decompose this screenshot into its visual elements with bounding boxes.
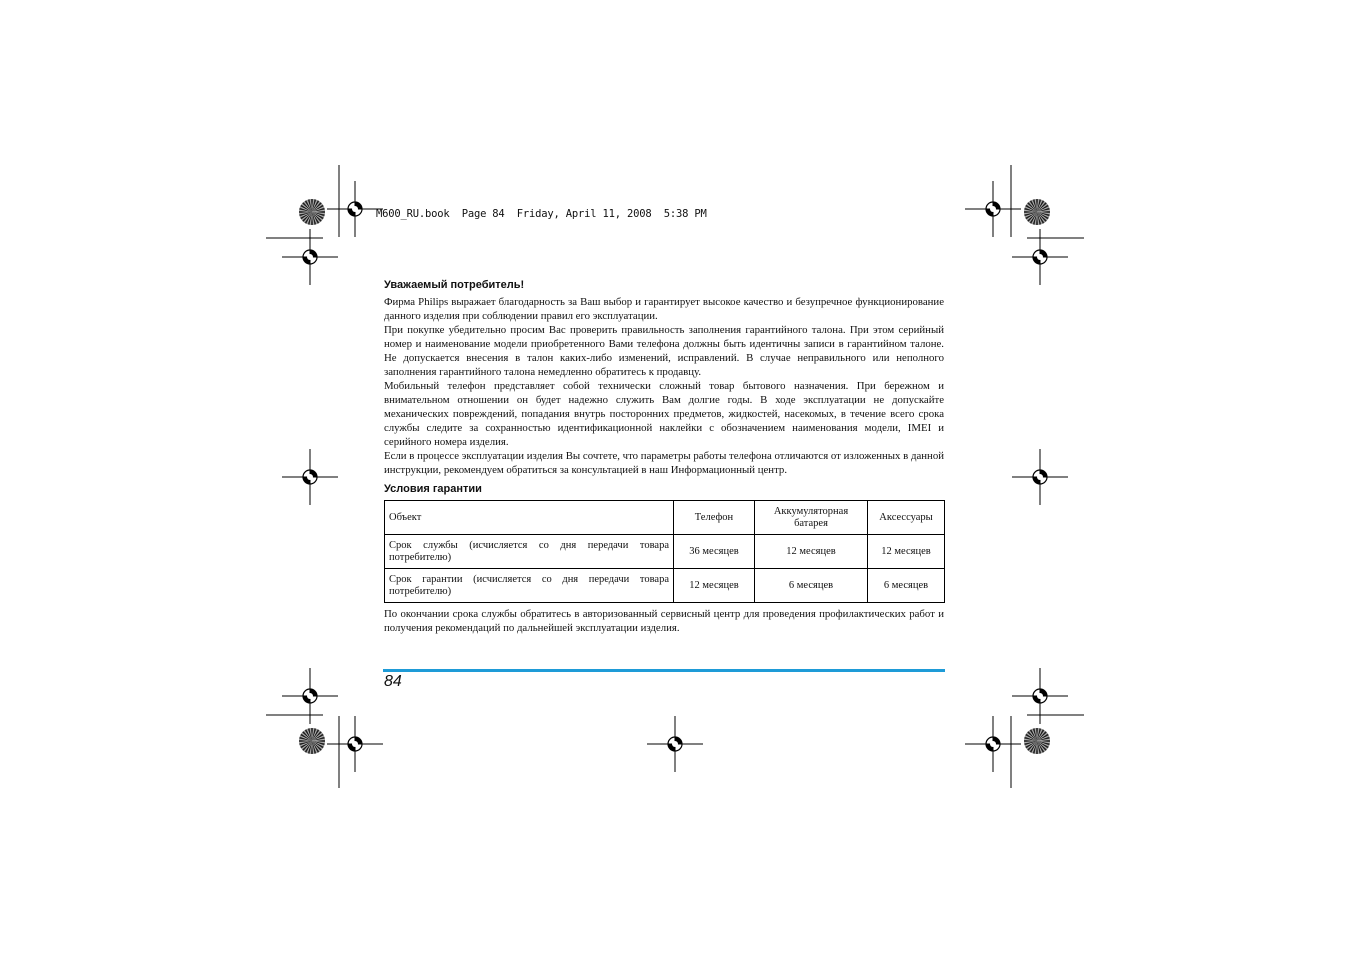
paragraph: Мобильный телефон представляет собой технически сложный товар бытового назначения. При бережном и внимательном отношении он будет надежно служить Вам долгие годы. В ходе эксплуатации не допускайте механических повреждений, попадания внутрь посторонних предметов, жидкостей, насекомых, в течение всего срока службы следите за сохранностью идентификационной наклейки с обозначением наименования модели, IMEI и серийного номера изделия.	[384, 380, 944, 448]
registration-mark-icon	[282, 668, 338, 724]
table-cell: 6 месяцев	[868, 569, 945, 603]
table-header-cell: Объект	[385, 501, 674, 535]
table-row	[385, 535, 945, 569]
table-cell: Срок гарантии (исчисляется со дня передачи товара потребителю)	[385, 569, 674, 603]
table-cell: 12 месяцев	[674, 569, 755, 603]
table-cell: 12 месяцев	[868, 535, 945, 569]
table-cell: 36 месяцев	[674, 535, 755, 569]
registration-mark-icon	[965, 716, 1021, 772]
registration-mark-icon	[282, 449, 338, 505]
registration-mark-icon	[1012, 449, 1068, 505]
table-cell: Срок службы (исчисляется со дня передачи товара потребителю)	[385, 535, 674, 569]
color-star-target-icon	[1024, 199, 1050, 225]
table-header-cell: Телефон	[674, 501, 755, 535]
footer-rule	[383, 669, 945, 672]
table-row	[385, 569, 945, 603]
warranty-table	[384, 500, 945, 603]
table-cell: 12 месяцев	[755, 535, 868, 569]
registration-mark-icon	[282, 229, 338, 285]
registration-mark-icon	[327, 716, 383, 772]
paragraph: Если в процессе эксплуатации изделия Вы сочтете, что параметры работы телефона отличаются от изложенных в данной инструкции, рекомендуем обратиться за консультацией в наш Информационный центр.	[384, 450, 944, 476]
page-content	[384, 278, 944, 635]
registration-mark-icon	[327, 181, 383, 237]
color-star-target-icon	[299, 199, 325, 225]
table-header-cell: Аккумуляторная батарея	[755, 501, 868, 535]
registration-mark-icon	[647, 716, 703, 772]
closing-paragraph: По окончании срока службы обратитесь в авторизованный сервисный центр для проведения профилактических работ и получения рекомендаций по дальнейшей эксплуатации изделия.	[384, 608, 944, 634]
registration-mark-icon	[965, 181, 1021, 237]
table-header-row	[385, 501, 945, 535]
table-cell: 6 месяцев	[755, 569, 868, 603]
paragraph: Фирма Philips выражает благодарность за Ваш выбор и гарантирует высокое качество и безупречное функционирование данного изделия при соблюдении правил его эксплуатации.	[384, 296, 944, 322]
page-title: Уважаемый потребитель!	[384, 279, 525, 291]
page-number: 84	[384, 673, 402, 690]
table-header-cell: Аксессуары	[868, 501, 945, 535]
print-header: M600_RU.book Page 84 Friday, April 11, 2008 5:38 PM	[376, 208, 707, 220]
paragraph: При покупке убедительно просим Вас проверить правильность заполнения гарантийного талона. При этом серийный номер и наименование модели приобретенного Вами телефона должны быть идентичны записи в гарантийном талоне. Не допускается внесения в талон каких-либо изменений, исправлений. В случае неправильного или неполного заполнения гарантийного талона немедленно обратитесь к продавцу.	[384, 324, 944, 378]
color-star-target-icon	[1024, 728, 1050, 754]
warranty-title: Условия гарантии	[384, 483, 482, 495]
color-star-target-icon	[299, 728, 325, 754]
registration-mark-icon	[1012, 668, 1068, 724]
registration-mark-icon	[1012, 229, 1068, 285]
